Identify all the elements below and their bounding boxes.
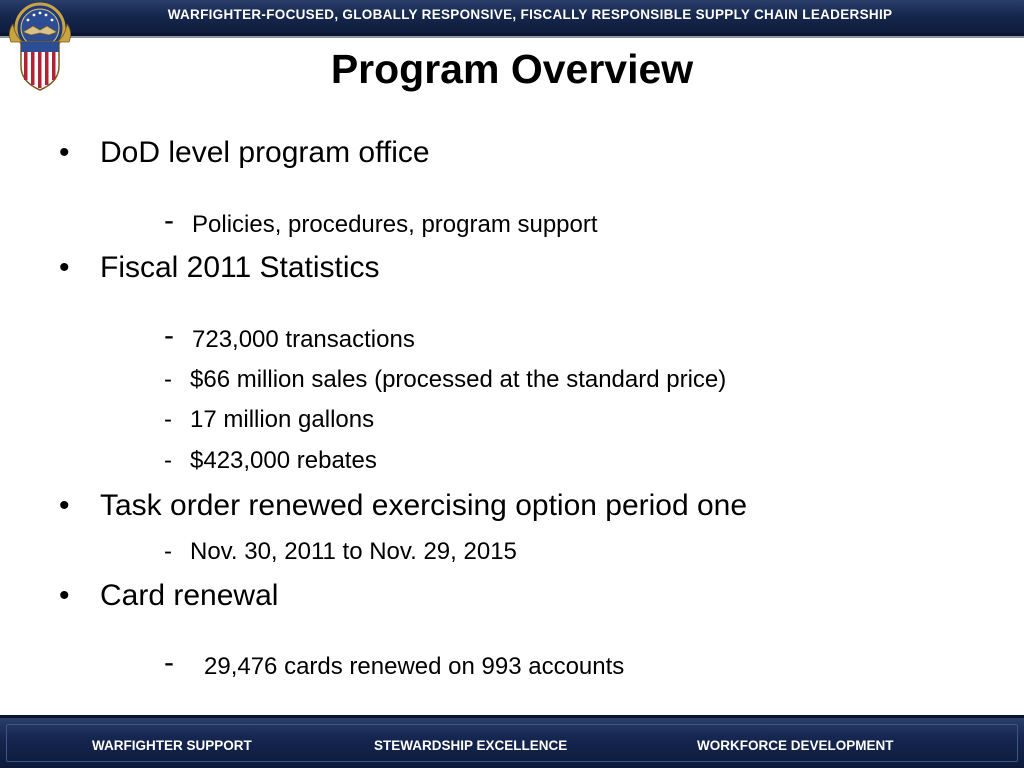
bullet-item — [59, 489, 747, 523]
sub-text: Nov. 30, 2011 to Nov. 29, 2015 — [190, 538, 517, 565]
slide-title: Program Overview — [330, 46, 694, 92]
sub-marker: - — [164, 538, 172, 565]
bullet-marker: • — [59, 489, 70, 522]
bullet-marker: • — [59, 251, 70, 284]
footer-pillar-workforce-development: WORKFORCE DEVELOPMENT — [697, 738, 894, 753]
bullet-text: Fiscal 2011 Statistics — [100, 251, 380, 284]
sub-text: 723,000 transactions — [192, 326, 415, 353]
bullet-text: Task order renewed exercising option period one — [100, 489, 748, 522]
sub-item — [164, 646, 624, 681]
banner-text: WARFIGHTER-FOCUSED, GLOBALLY RESPONSIVE, FISCALLY RESPONSIBLE SUPPLY CHAIN LEADERSHIP — [167, 7, 893, 22]
bullet-marker: • — [59, 579, 70, 612]
sub-item — [164, 406, 374, 434]
sub-text: 17 million gallons — [190, 406, 375, 433]
sub-marker: - — [164, 447, 172, 474]
footer-pillar-stewardship-excellence: STEWARDSHIP EXCELLENCE — [374, 738, 568, 753]
bullet-text: DoD level program office — [100, 136, 430, 169]
bullet-text: Card renewal — [100, 579, 279, 612]
bullet-item — [59, 136, 430, 170]
sub-marker: - — [164, 366, 172, 393]
sub-marker: - — [164, 319, 174, 352]
sub-item — [164, 447, 377, 475]
footer-bar — [0, 715, 1024, 768]
sub-marker: - — [164, 204, 174, 237]
footer-pillar-warfighter-support: WARFIGHTER SUPPORT — [92, 738, 252, 753]
sub-marker: - — [164, 406, 172, 433]
sub-item — [164, 319, 415, 354]
bullet-item — [59, 251, 380, 285]
sub-item — [164, 538, 517, 566]
sub-text: $66 million sales (processed at the standard price) — [190, 366, 727, 393]
sub-text: Policies, procedures, program support — [192, 211, 598, 238]
sub-item — [164, 204, 598, 239]
sub-marker: - — [164, 646, 174, 679]
sub-item — [164, 366, 726, 394]
sub-text: 29,476 cards renewed on 993 accounts — [204, 653, 625, 680]
bullet-item — [59, 579, 278, 613]
sub-text: $423,000 rebates — [190, 447, 377, 474]
bullet-marker: • — [59, 136, 70, 169]
